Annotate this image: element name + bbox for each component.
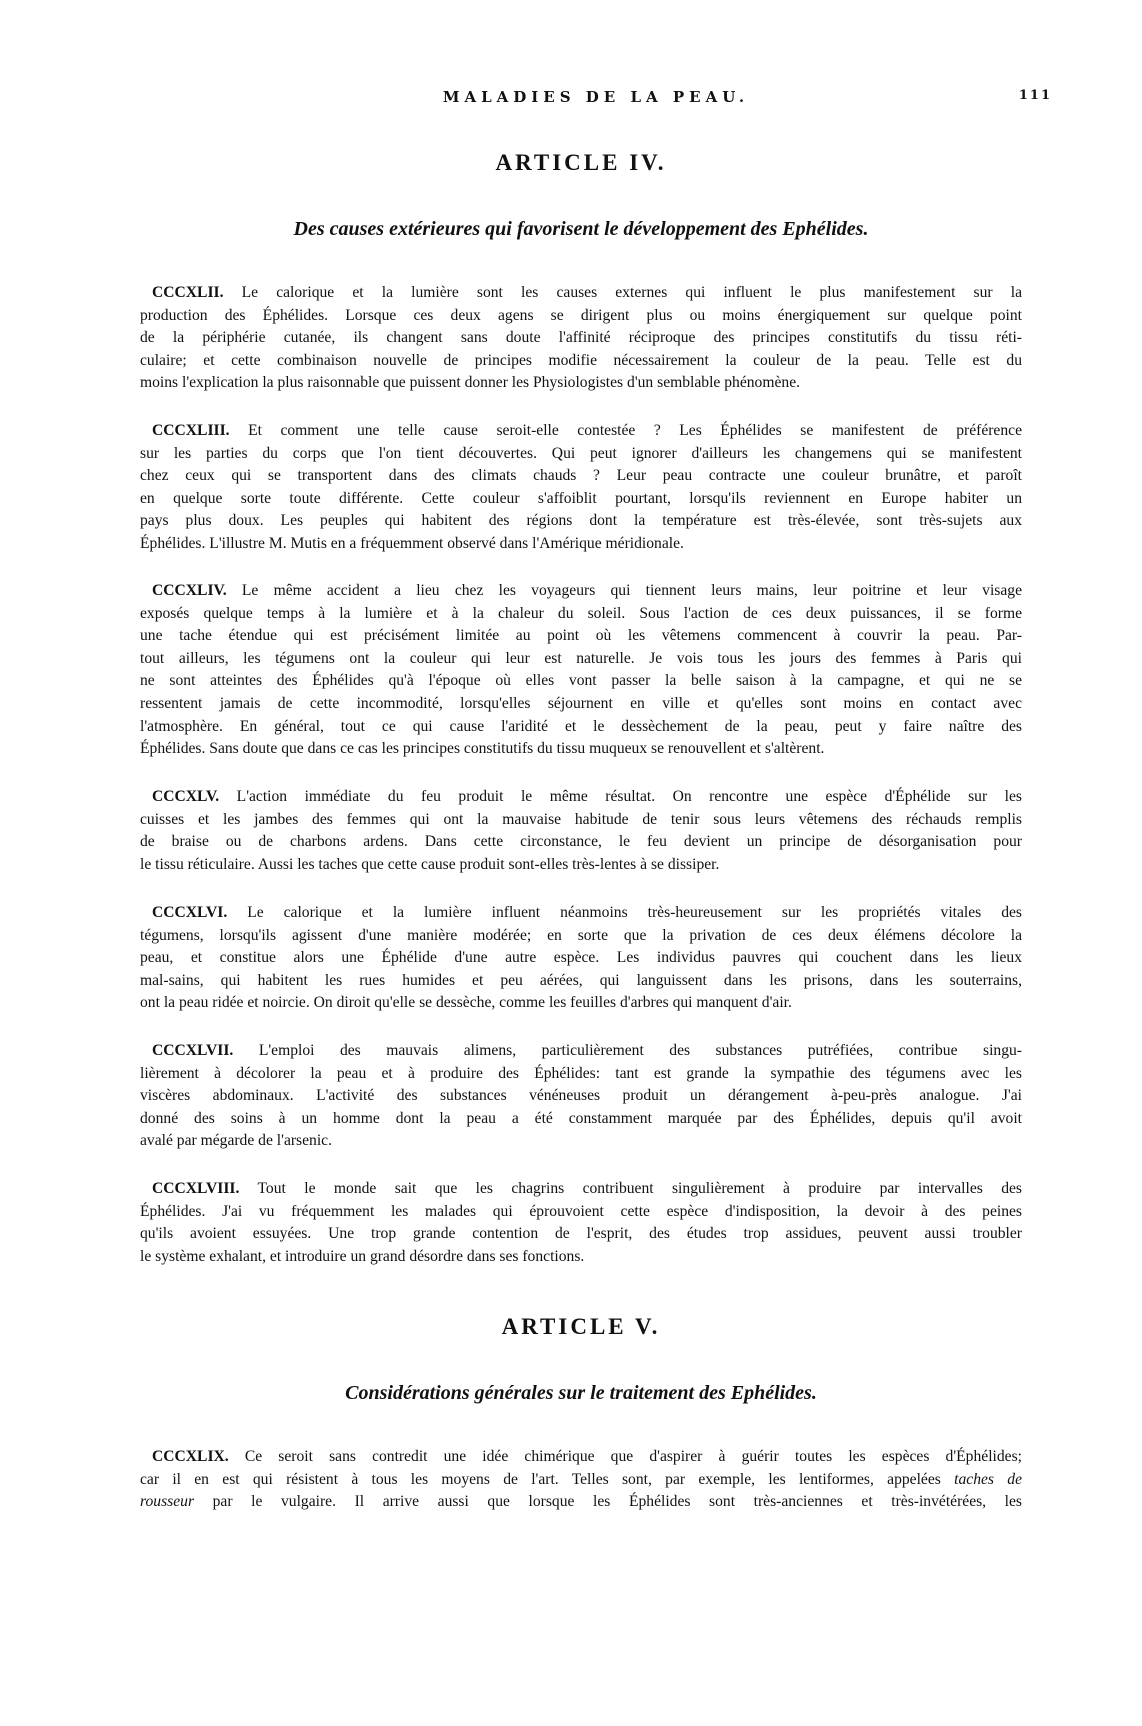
paragraph-line-text: par le vulgaire. Il arrive aussi que lorsque les Éphélides sont très-anciennes et très-invétérées, les [212,1493,1022,1511]
paragraph-number: CCCXLVII. [152,1042,234,1059]
paragraph-line [140,282,1022,305]
paragraph-line-text: Le même accident a lieu chez les voyageurs qui tiennent leurs mains, leur poitrine et leur visage [241,582,1022,599]
paragraph-line: culaire; et cette combinaison nouvelle de principes modifie nécessairement la couleur de la peau. Telle est du [140,351,1022,369]
paragraph-line [140,1469,1022,1492]
paragraph-line [140,786,1022,809]
paragraph-cccxlix [140,1446,1022,1514]
paragraph-line [140,902,1022,925]
paragraph-line: qu'ils avoient essuyées. Une trop grande contention de l'esprit, des études trop assidues, peuvent aussi troubler [140,1225,1022,1243]
paragraph-line [140,420,1022,443]
paragraph-line: sur les parties du corps que l'on tient découvertes. Qui peut ignorer d'ailleurs les changemens qui se manifestent [140,444,1022,462]
paragraph-line [140,1040,1022,1063]
article-v-heading: ARTICLE V. [501,1314,661,1339]
paragraph-line: ne sont atteintes des Éphélides qu'à l'époque où elles vont passer la belle saison à la campagne, et qui ne se [140,672,1022,690]
paragraph-line: exposés quelque temps à la lumière et à la chaleur du soleil. Sous l'action de ces deux puissances, il se forme [140,604,1022,622]
paragraph-number: CCCXLIV. [152,582,227,599]
paragraph-cccxliii [140,420,1022,556]
paragraph-line: de braise ou de charbons ardens. Dans cette circonstance, le feu devient un principe de désorganisation pour [140,833,1022,851]
paragraph-line: Éphélides. L'illustre M. Mutis en a fréquemment observé dans l'Amérique méridionale. [140,534,684,552]
paragraph-line: ressentent jamais de cette incommodité, lorsqu'elles séjournent en ville et qu'elles sont moins en contact avec [140,694,1022,712]
paragraph-line: chez ceux qui se transportent dans des climats chauds ? Leur peau contracte une couleur brunâtre, et paroît [140,467,1022,485]
paragraph-number: CCCXLIII. [152,422,230,439]
paragraph-line: pays plus doux. Les peuples qui habitent des régions dont la température est très-élevée, sont très-sujets aux [140,512,1022,530]
article-v-subtitle: Considérations générales sur le traitement des Ephélides. [345,1382,817,1404]
paragraph-line [140,1446,1022,1469]
paragraph-line-text: L'emploi des mauvais alimens, particulièrement des substances putréfiées, contribue singu- [258,1042,1022,1059]
paragraph-line: avalé par mégarde de l'arsenic. [140,1132,332,1150]
paragraph-line: moins l'explication la plus raisonnable que puissent donner les Physiologistes d'un semblable phénomène. [140,374,801,392]
paragraph-line [140,1178,1022,1201]
paragraph-line: le tissu réticulaire. Aussi les taches que cette cause produit sont-elles très-lentes à se dissiper. [140,855,720,873]
paragraph-number: CCCXLIX. [152,1448,229,1465]
paragraph-line-text: Le calorique et la lumière influent néanmoins très-heureusement sur les propriétés vitales des [247,904,1022,921]
paragraph-line-text: car il en est qui résistent à tous les moyens de l'art. Telles sont, par exemple, les lentiformes, appelées [140,1470,941,1488]
paragraph-cccxlvii [140,1040,1022,1153]
paragraph-line: tégumens, lorsqu'ils agissent d'une manière modérée; en sorte que la privation de ces deux élémens décolore la [140,926,1022,944]
paragraph-line: Éphélides. Sans doute que dans ce cas les principes constitutifs du tissu muqueux se renouvellent et s'altèrent. [140,740,825,758]
paragraph-line-text: Tout le monde sait que les chagrins contribuent singulièrement à produire par intervalles des [257,1180,1022,1197]
paragraph-line: une tache étendue qui est précisément limitée au point où les vêtemens commencent à couvrir la peau. Par- [140,627,1022,645]
italic-term: rousseur [140,1493,195,1511]
paragraph-cccxliv [140,580,1022,761]
page-number: 111 [1018,88,1052,103]
running-title: MALADIES DE LA PEAU. [442,88,750,106]
paragraph-line-text: L'action immédiate du feu produit le même résultat. On rencontre une espèce d'Éphélide sur les [236,788,1022,805]
paragraph-line-text: Et comment une telle cause seroit-elle contestée ? Les Éphélides se manifestent de préférence [248,422,1022,439]
paragraph-line: lièrement à décolorer la peau et à produire des Éphélides: tant est grande la sympathie des tégumens avec les [140,1064,1022,1082]
paragraph-cccxlii [140,282,1022,395]
paragraph-line [140,580,1022,603]
italic-term: taches de [954,1470,1022,1488]
paragraph-cccxlv [140,786,1022,876]
paragraph-line: le système exhalant, et introduire un grand désordre dans ses fonctions. [140,1247,585,1265]
paragraph-line: l'atmosphère. En général, tout ce qui cause l'aridité et le dessèchement de la peau, peut y faire naître des [140,717,1022,735]
paragraph-line: donné des soins à un homme dont la peau a été constamment marquée par des Éphélides, depuis qu'il avoit [140,1109,1022,1127]
article-iv-subtitle: Des causes extérieures qui favorisent le développement des Ephélides. [293,218,869,240]
paragraph-line: de la périphérie cutanée, ils changent sans doute l'affinité réciproque des principes constitutifs du tissu réti- [140,329,1022,347]
article-iv-heading: ARTICLE IV. [495,150,667,175]
paragraph-number: CCCXLVIII. [152,1180,240,1197]
paragraph-number: CCCXLVI. [152,904,228,921]
paragraph-line: mal-sains, qui habitent les rues humides et peu aérées, qui languissent dans les prisons, dans les souterrains, [140,971,1022,989]
paragraph-line: peau, et constitue alors une Éphélide d'une autre espèce. Les individus pauvres qui couchent dans les lieux [140,949,1022,967]
paragraph-cccxlviii [140,1178,1022,1268]
paragraph-line: cuisses et les jambes des femmes qui ont la mauvaise habitude de tenir sous leurs vêtemens des réchauds remplis [140,810,1022,828]
paragraph-line: production des Éphélides. Lorsque ces deux agens se dirigent plus ou moins énergiquement sur quelque point [140,306,1022,324]
paragraph-line: Éphélides. J'ai vu fréquemment les malades qui éprouvoient cette espèce d'indisposition, la devoir à des peines [140,1202,1022,1220]
paragraph-line: viscères abdominaux. L'activité des substances vénéneuses produit un dérangement à-peu-près analogue. J'ai [140,1087,1022,1105]
paragraph-number: CCCXLV. [152,788,220,805]
paragraph-line [140,1491,1022,1514]
paragraph-line: ont la peau ridée et noircie. On diroit qu'elle se dessèche, comme les feuilles d'arbres qui manquent d'air. [140,994,792,1012]
paragraph-line-text: Le calorique et la lumière sont les causes externes qui influent le plus manifestement sur la [241,284,1022,301]
paragraph-number: CCCXLII. [152,284,224,301]
running-head [140,88,1052,112]
paragraph-line-text: Ce seroit sans contredit une idée chimérique que d'aspirer à guérir toutes les espèces d'Éphélides; [244,1448,1022,1465]
paragraph-cccxlvi [140,902,1022,1015]
paragraph-line: tout ailleurs, les tégumens ont la couleur qui leur est naturelle. Je vois tous les jours des femmes à Paris qui [140,649,1022,667]
paragraph-line: en quelque sorte toute différente. Cette couleur s'affoiblit pourtant, lorsqu'ils reviennent en Europe habiter un [140,489,1022,507]
